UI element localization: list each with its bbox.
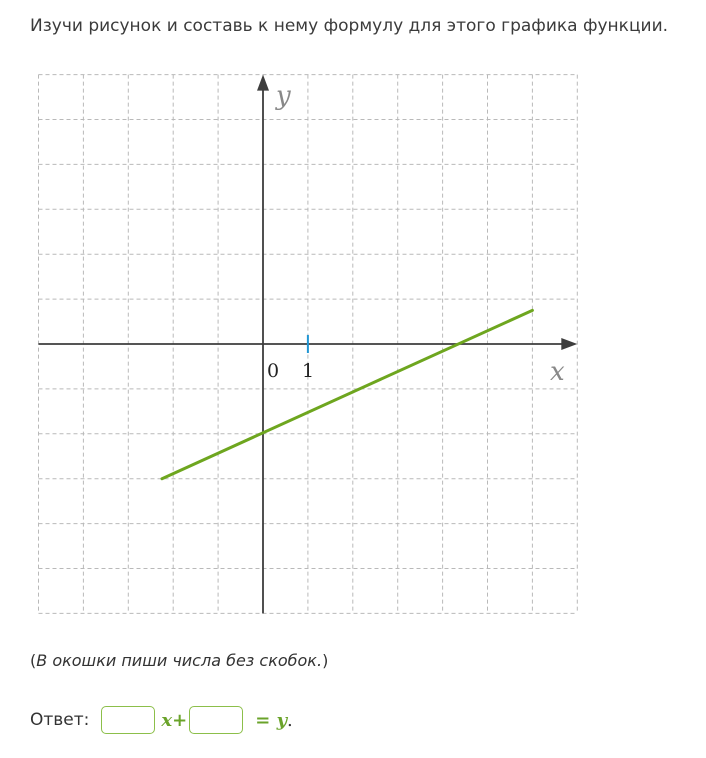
hint-close-paren: ) bbox=[322, 651, 329, 670]
unit-label: 1 bbox=[302, 360, 315, 382]
y-axis-arrow bbox=[257, 75, 269, 91]
hint-text bbox=[30, 651, 328, 670]
function-line bbox=[162, 310, 532, 478]
slope-input[interactable] bbox=[101, 706, 155, 734]
x-axis-label: x bbox=[550, 357, 565, 387]
hint-body: В окошки пиши числа без скобок. bbox=[36, 651, 323, 670]
x-axis-arrow bbox=[561, 338, 577, 350]
origin-label: 0 bbox=[267, 360, 280, 382]
y-axis-label: y bbox=[276, 81, 291, 111]
answer-dot: . bbox=[287, 709, 293, 731]
answer-label: Ответ: bbox=[30, 710, 90, 730]
answer-row bbox=[30, 703, 293, 737]
x-plus-label: x+ bbox=[161, 709, 188, 731]
task-title: Изучи рисунок и составь к нему формулу для этого графика функции. bbox=[30, 16, 669, 36]
intercept-input[interactable] bbox=[189, 706, 243, 734]
equals-y-label: = y bbox=[255, 709, 288, 731]
hint-open-paren: ( bbox=[30, 651, 37, 670]
